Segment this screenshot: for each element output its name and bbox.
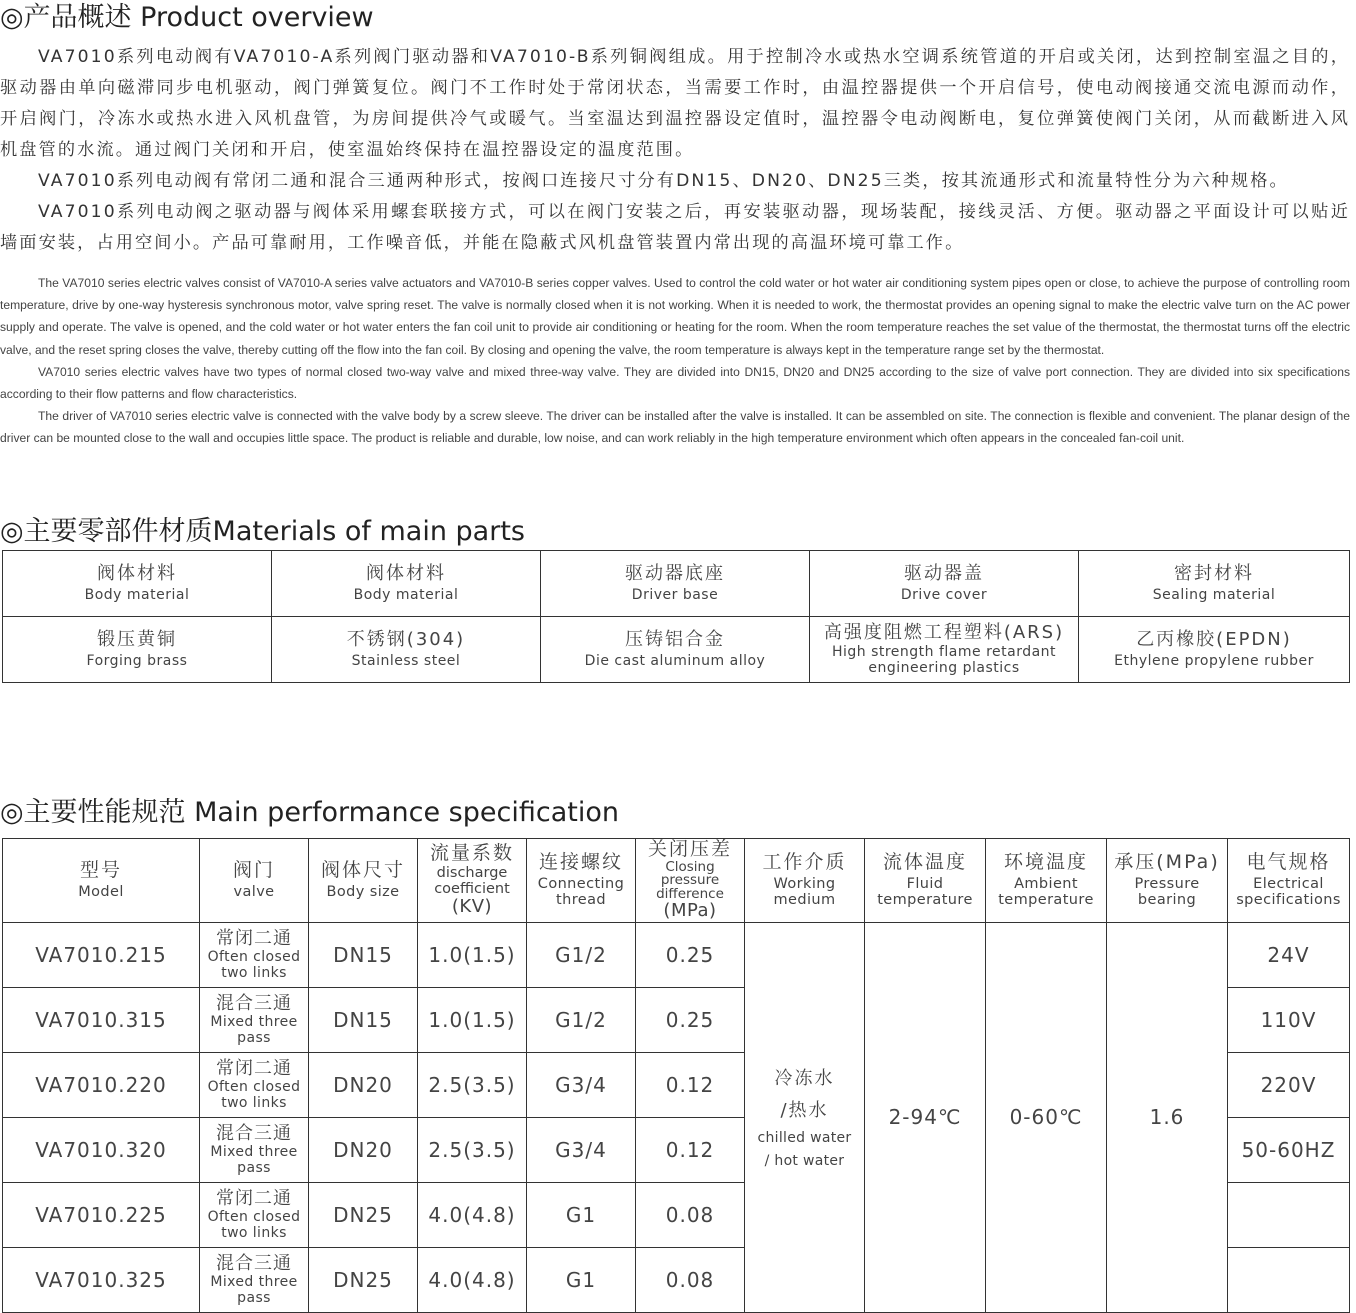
materials-value-cell: 锻压黄铜 Forging brass bbox=[3, 617, 272, 683]
materials-header-cell: 驱动器盖 Drive cover bbox=[810, 551, 1079, 617]
electrical-cell bbox=[1228, 1183, 1350, 1248]
electrical-cell bbox=[1228, 1248, 1350, 1313]
materials-value-cell: 不锈钢(304) Stainless steel bbox=[272, 617, 541, 683]
specs-header-body-size: 阀体尺寸 Body size bbox=[309, 839, 418, 923]
size-cell: DN15 bbox=[309, 988, 418, 1053]
specs-header-row bbox=[3, 839, 1350, 923]
closing-cell: 0.08 bbox=[636, 1183, 745, 1248]
specs-header-valve: 阀门 valve bbox=[200, 839, 309, 923]
ambient-temp-cell: 0-60℃ bbox=[986, 923, 1107, 1313]
thread-cell: G1 bbox=[527, 1183, 636, 1248]
valve-cell: 常闭二通 Often closed two links bbox=[200, 1053, 309, 1118]
overview-cn-paragraph: VA7010系列电动阀之驱动器与阀体采用螺套联接方式，可以在阀门安装之后，再安装驱动器，现场装配，接线灵活、方便。驱动器之平面设计可以贴近墙面安装，占用空间小。产品可靠耐用，工作噪音低，并能在隐蔽式风机盘管装置内常出现的高温环境可靠工作。 bbox=[0, 202, 1350, 253]
kv-cell: 4.0(4.8) bbox=[418, 1248, 527, 1313]
size-cell: DN25 bbox=[309, 1183, 418, 1248]
valve-cell: 常闭二通 Often closed two links bbox=[200, 1183, 309, 1248]
closing-cell: 0.12 bbox=[636, 1053, 745, 1118]
specs-header-ambient-temp: 环境温度 Ambient temperature bbox=[986, 839, 1107, 923]
kv-cell: 4.0(4.8) bbox=[418, 1183, 527, 1248]
overview-cn-paragraph: VA7010系列电动阀有常闭二通和混合三通两种形式，按阀口连接尺寸分有DN15、DN20、DN25三类，按其流通形式和流量特性分为六种规格。 bbox=[38, 171, 1289, 191]
kv-cell: 1.0(1.5) bbox=[418, 923, 527, 988]
materials-header-row bbox=[3, 551, 1350, 617]
materials-value-cell: 乙丙橡胶(EPDN) Ethylene propylene rubber bbox=[1079, 617, 1350, 683]
electrical-cell: 24V bbox=[1228, 923, 1350, 988]
closing-cell: 0.25 bbox=[636, 988, 745, 1053]
specs-row bbox=[3, 923, 1350, 988]
specs-header-electrical: 电气规格 Electrical specifications bbox=[1228, 839, 1350, 923]
size-cell: DN25 bbox=[309, 1248, 418, 1313]
closing-cell: 0.12 bbox=[636, 1118, 745, 1183]
model-cell: VA7010.325 bbox=[3, 1248, 200, 1313]
pressure-cell: 1.6 bbox=[1107, 923, 1228, 1313]
model-cell: VA7010.225 bbox=[3, 1183, 200, 1248]
materials-header-cell: 阀体材料 Body material bbox=[272, 551, 541, 617]
model-cell: VA7010.220 bbox=[3, 1053, 200, 1118]
overview-cn-paragraph: VA7010系列电动阀有VA7010-A系列阀门驱动器和VA7010-B系列铜阀组成。用于控制冷水或热水空调系统管道的开启或关闭，达到控制室温之目的，驱动器由单向磁滞同步电机驱动，阀门弹簧复位。阀门不工作时处于常闭状态，当需要工作时，由温控器提供一个开启信号，使电动阀接通交流电源而动作，开启阀门，冷冻水或热水进入风机盘管，为房间提供冷气或暖气。当室温达到温控器设定值时，温控器令电动阀断电，复位弹簧使阀门关闭，从而截断进入风机盘管的水流。通过阀门关闭和开启，使室温始终保持在温控器设定的温度范围。 bbox=[0, 47, 1350, 160]
valve-cell: 混合三通 Mixed three pass bbox=[200, 1118, 309, 1183]
thread-cell: G3/4 bbox=[527, 1118, 636, 1183]
overview-en-text bbox=[0, 272, 1350, 450]
kv-cell: 2.5(3.5) bbox=[418, 1053, 527, 1118]
materials-value-row bbox=[3, 617, 1350, 683]
thread-cell: G1/2 bbox=[527, 988, 636, 1053]
electrical-cell: 50-60HZ bbox=[1228, 1118, 1350, 1183]
valve-cell: 常闭二通 Often closed two links bbox=[200, 923, 309, 988]
materials-table bbox=[2, 550, 1350, 683]
thread-cell: G1/2 bbox=[527, 923, 636, 988]
specs-header-thread: 连接螺纹 Connecting thread bbox=[527, 839, 636, 923]
kv-cell: 1.0(1.5) bbox=[418, 988, 527, 1053]
specs-header-fluid-temp: 流体温度 Fluid temperature bbox=[865, 839, 986, 923]
overview-en-paragraph: The driver of VA7010 series electric valve is connected with the valve body by a screw sleeve. The driver can be installed after the valve is installed. It can be assembled on site. The connection is flexible and convenient. The planar design of the driver can be mounted close to the wall and occupies little space. The product is reliable and durable, low noise, and can work reliably in the high temperature environment which often appears in the concealed fan-coil unit. bbox=[0, 409, 1350, 446]
specs-header-pressure: 承压(MPa) Pressure bearing bbox=[1107, 839, 1228, 923]
specs-header-kv: 流量系数 discharge coefficient (KV) bbox=[418, 839, 527, 923]
valve-cell: 混合三通 Mixed three pass bbox=[200, 988, 309, 1053]
electrical-cell: 220V bbox=[1228, 1053, 1350, 1118]
fluid-temp-cell: 2-94℃ bbox=[865, 923, 986, 1313]
model-cell: VA7010.320 bbox=[3, 1118, 200, 1183]
size-cell: DN15 bbox=[309, 923, 418, 988]
overview-cn-text bbox=[0, 42, 1350, 259]
overview-en-paragraph: VA7010 series electric valves have two types of normal closed two-way valve and mixed three-way valve. They are divided into DN15, DN20 and DN25 according to the size of valve port connection. They are divided into six specifications according to their flow patterns and flow characteristics. bbox=[0, 364, 1350, 402]
overview-heading: ◎产品概述 Product overview bbox=[0, 2, 374, 33]
thread-cell: G3/4 bbox=[527, 1053, 636, 1118]
materials-value-cell: 压铸铝合金 Die cast aluminum alloy bbox=[541, 617, 810, 683]
materials-header-cell: 密封材料 Sealing material bbox=[1079, 551, 1350, 617]
specs-header-model: 型号 Model bbox=[3, 839, 200, 923]
size-cell: DN20 bbox=[309, 1053, 418, 1118]
model-cell: VA7010.315 bbox=[3, 988, 200, 1053]
materials-header-cell: 阀体材料 Body material bbox=[3, 551, 272, 617]
overview-en-paragraph: The VA7010 series electric valves consist of VA7010-A series valve actuators and VA7010-B series copper valves. Used to control the cold water or hot water air conditioning system pipes open or close, to achieve the purpose of controlling room temperature, drive by one-way hysteresis synchronous motor, valve spring reset. The valve is normally closed when it is not working. When it is needed to work, the thermostat provides an opening signal to make the electric valve turn on the AC power supply and operate. The valve is opened, and the cold water or hot water enters the fan coil unit to provide air conditioning or heating for the room. When the room temperature reaches the set value of the thermostat, the thermostat turns off the electric valve, and the reset spring closes the valve, thereby cutting off the flow into the fan coil. By closing and opening the valve, the room temperature is always kept in the temperature range set by the thermostat. bbox=[0, 276, 1350, 357]
specs-header-medium: 工作介质 Working medium bbox=[745, 839, 865, 923]
materials-value-cell: 高强度阻燃工程塑料(ARS) High strength flame retardant engineering plastics bbox=[810, 617, 1079, 683]
specs-heading: ◎主要性能规范 Main performance specification bbox=[0, 797, 619, 828]
medium-cell: 冷冻水 /热水 chilled water / hot water bbox=[745, 923, 865, 1313]
closing-cell: 0.25 bbox=[636, 923, 745, 988]
specs-table bbox=[2, 838, 1350, 1313]
kv-cell: 2.5(3.5) bbox=[418, 1118, 527, 1183]
closing-cell: 0.08 bbox=[636, 1248, 745, 1313]
electrical-cell: 110V bbox=[1228, 988, 1350, 1053]
specs-header-closing: 关闭压差 Closing pressure difference (MPa) bbox=[636, 839, 745, 923]
materials-heading: ◎主要零部件材质Materials of main parts bbox=[0, 516, 525, 547]
model-cell: VA7010.215 bbox=[3, 923, 200, 988]
thread-cell: G1 bbox=[527, 1248, 636, 1313]
materials-header-cell: 驱动器底座 Driver base bbox=[541, 551, 810, 617]
size-cell: DN20 bbox=[309, 1118, 418, 1183]
valve-cell: 混合三通 Mixed three pass bbox=[200, 1248, 309, 1313]
